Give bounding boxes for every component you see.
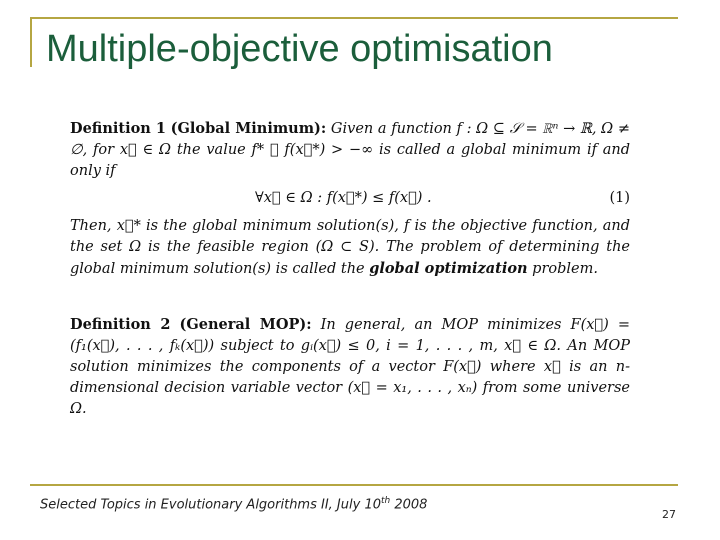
definition-1-end-text: problem. [527, 261, 598, 277]
footer-text: Selected Topics in Evolutionary Algorithms II, July 10 [40, 497, 381, 513]
footer-year: 2008 [390, 497, 428, 513]
definition-1-continuation [70, 216, 630, 280]
definition-1-head: Definition 1 [70, 120, 166, 137]
definition-2-head: Definition 2 [70, 316, 171, 333]
definition-1-after-text: Then, x⃗* is the global minimum solution(s), f is the objective function, and the set Ω is the feasible region (Ω ⊂ S). The problem of determining the global minimum solution(s) is called the [70, 218, 630, 277]
definition-2 [70, 314, 630, 420]
definition-1 [70, 118, 630, 182]
definition-1-body: Given a function f : Ω ⊆ 𝒮 = ℝⁿ → ℝ, Ω ≠ ∅, for x⃗ ∈ Ω the value f* ≜ f(x⃗*) > −∞ is called a global minimum if and only if [70, 121, 630, 179]
spacer [70, 280, 630, 314]
global-optimization-term: global optimization [369, 260, 528, 277]
slide-content [70, 118, 630, 420]
definition-2-body: In general, an MOP minimizes F(x⃗) = (f₁(x⃗), . . . , fₖ(x⃗)) subject to gᵢ(x⃗) ≤ 0, i = 1, . . . , m, x⃗ ∈ Ω. An MOP solution minimizes the components of a vector F(x⃗) where x⃗ is an n-dimensional decision variable vector (x⃗ = x₁, . . . , xₙ) from some universe Ω. [70, 317, 631, 417]
frame-left-rule [30, 17, 32, 67]
frame-bottom-rule [30, 484, 678, 486]
equation-1 [70, 188, 630, 212]
equation-1-number: (1) [609, 190, 630, 206]
definition-1-name: (Global Minimum): [170, 120, 327, 137]
frame-top-rule [30, 17, 678, 19]
equation-1-text: ∀x⃗ ∈ Ω : f(x⃗*) ≤ f(x⃗) . [255, 190, 432, 206]
footer-superscript: th [380, 496, 391, 506]
slide-footer [40, 496, 427, 512]
page-number: 27 [662, 508, 676, 521]
slide-title: Multiple-objective optimisation [46, 28, 553, 70]
definition-2-name: (General MOP): [179, 316, 312, 333]
